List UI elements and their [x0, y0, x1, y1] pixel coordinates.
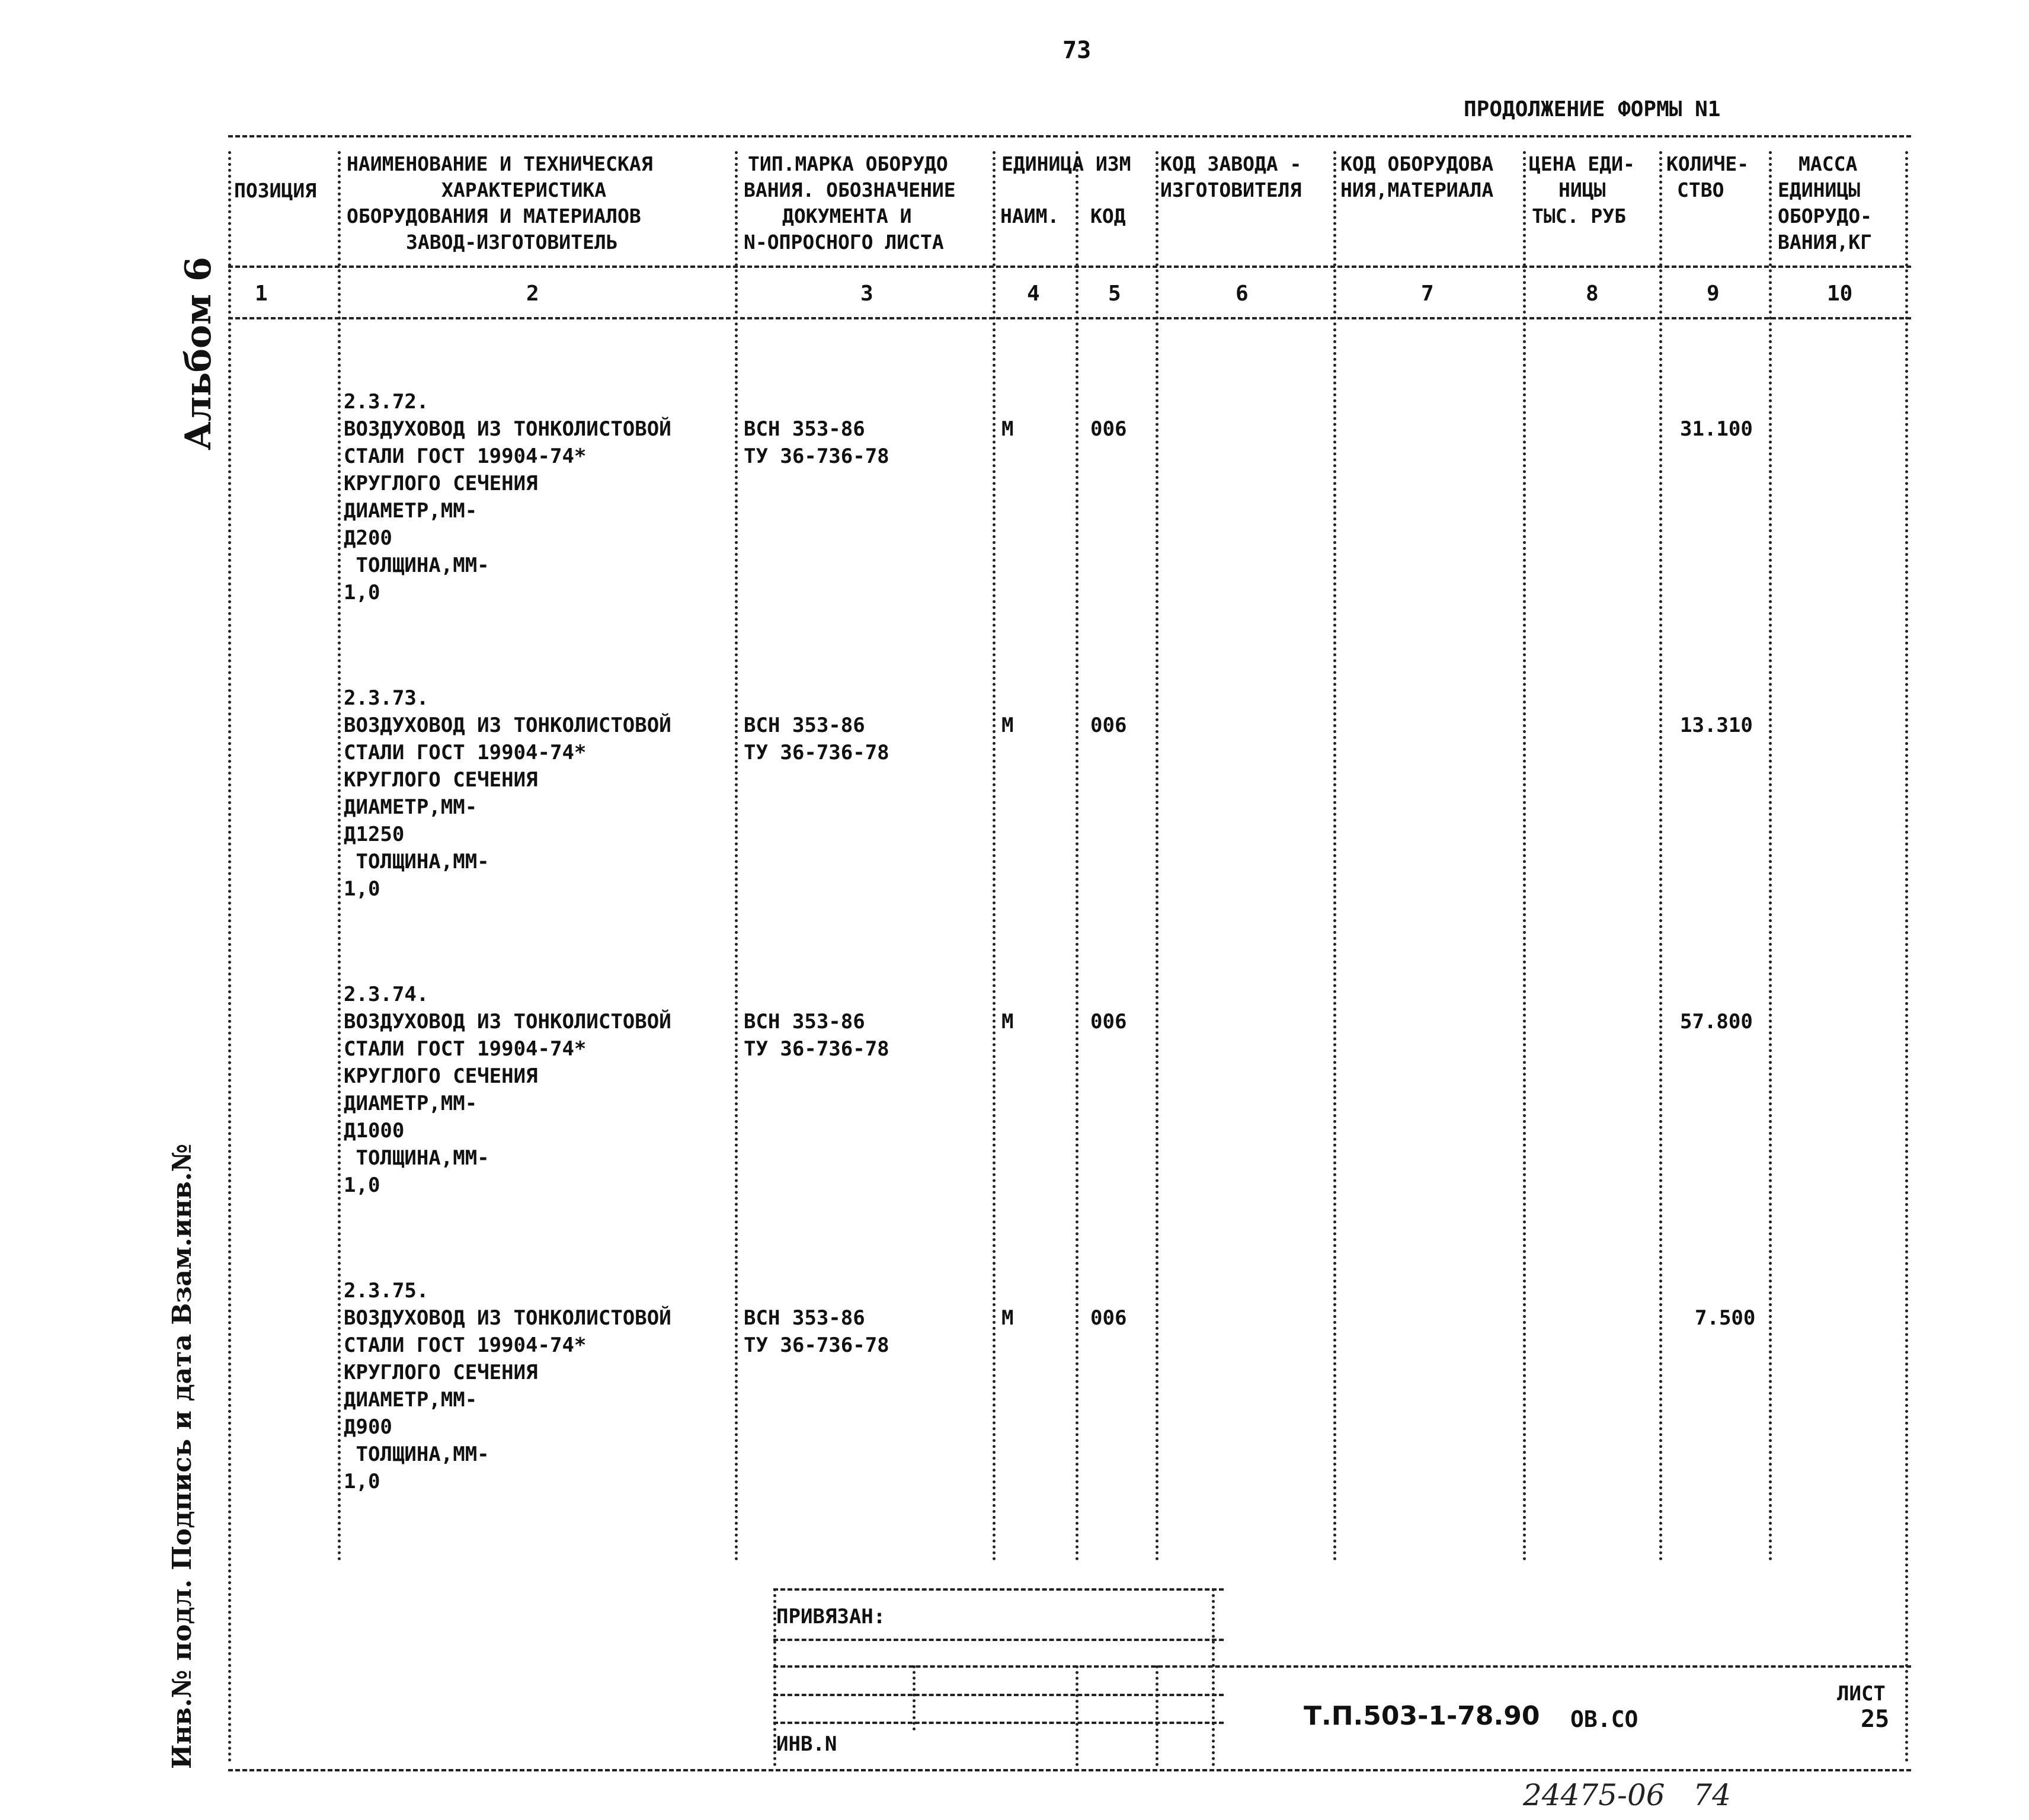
- header-equipment-code: НИЯ,МАТЕРИАЛА: [1340, 178, 1494, 201]
- col-sep: [1523, 151, 1526, 1562]
- header-doc-line: ТИП.МАРКА ОБОРУДО: [748, 152, 948, 175]
- header-name-line: НАИМЕНОВАНИЕ И ТЕХНИЧЕСКАЯ: [347, 152, 653, 175]
- item-unit: М: [1001, 1010, 1014, 1034]
- item-name-line: 1,0: [344, 877, 380, 901]
- column-number: 6: [1236, 282, 1249, 306]
- col-sep: [1659, 151, 1662, 1562]
- item-code: 006: [1090, 1306, 1127, 1330]
- item-code: 006: [1090, 714, 1127, 737]
- column-number: 10: [1827, 282, 1853, 306]
- column-number: 1: [255, 282, 268, 306]
- stamp-line: [773, 1639, 1224, 1641]
- item-name-line: ТОЛЩИНА,ММ-: [344, 850, 489, 874]
- header-qty: СТВО: [1677, 178, 1724, 201]
- item-qty: 7.500: [1695, 1306, 1756, 1330]
- item-name-line: ВОЗДУХОВОД ИЗ ТОНКОЛИСТОВОЙ: [344, 417, 671, 441]
- header-price: ЦЕНА ЕДИ-: [1529, 152, 1635, 175]
- header-position: ПОЗИЦИЯ: [234, 179, 317, 202]
- inv-label: ИНВ.N: [776, 1732, 837, 1756]
- continuation-title: ПРОДОЛЖЕНИЕ ФОРМЫ N1: [1464, 97, 1721, 121]
- stamp-sep: [1212, 1588, 1215, 1766]
- col-sep: [735, 151, 738, 1562]
- item-name-line: ВОЗДУХОВОД ИЗ ТОНКОЛИСТОВОЙ: [344, 714, 671, 737]
- header-unit-name: НАИМ.: [1000, 204, 1060, 228]
- item-doc: ВСН 353-86: [744, 417, 865, 441]
- sheet-number: 25: [1861, 1706, 1890, 1733]
- page-number: 73: [1062, 37, 1092, 64]
- column-number: 4: [1027, 282, 1040, 306]
- column-number: 3: [860, 282, 873, 306]
- item-qty: 57.800: [1680, 1010, 1753, 1034]
- column-number: 2: [526, 282, 539, 306]
- item-doc: ВСН 353-86: [744, 714, 865, 737]
- table-bottom-line: [228, 1769, 1911, 1771]
- item-name-line: 1,0: [344, 1173, 380, 1197]
- column-number: 5: [1108, 282, 1121, 306]
- stamp-sep: [1156, 1665, 1158, 1766]
- stamp-sep: [1076, 1665, 1078, 1766]
- album-label: Альбом 6: [178, 257, 219, 450]
- header-bottom-line: [228, 266, 1911, 268]
- item-doc: ТУ 36-736-78: [744, 741, 889, 765]
- stamp-line: [773, 1665, 1911, 1668]
- col-sep: [1076, 151, 1078, 1562]
- header-unit-code: КОД: [1090, 204, 1126, 228]
- stamp-sep: [913, 1665, 916, 1731]
- item-unit: М: [1001, 417, 1014, 441]
- side-stamp: Инв.№ подл. Подпись и дата Взам.инв.№: [167, 1143, 197, 1769]
- col-sep: [1333, 151, 1336, 1562]
- col-sep: [1156, 151, 1158, 1562]
- sheet-label: ЛИСТ: [1837, 1682, 1886, 1706]
- item-name-line: КРУГЛОГО СЕЧЕНИЯ: [344, 768, 538, 792]
- handwritten-number: 24475-06 74: [1523, 1778, 1731, 1812]
- item-name-line: ВОЗДУХОВОД ИЗ ТОНКОЛИСТОВОЙ: [344, 1306, 671, 1330]
- col-sep: [1905, 151, 1908, 1763]
- bound-label: ПРИВЯЗАН:: [776, 1605, 886, 1629]
- item-name-line: Д1000: [344, 1119, 405, 1143]
- item-name-line: ТОЛЩИНА,ММ-: [344, 1442, 489, 1466]
- header-doc-line: N-ОПРОСНОГО ЛИСТА: [744, 231, 944, 254]
- item-name-line: КРУГЛОГО СЕЧЕНИЯ: [344, 1361, 538, 1384]
- column-number: 9: [1707, 282, 1720, 306]
- col-sep: [228, 151, 231, 1763]
- header-mass: ВАНИЯ,КГ: [1778, 231, 1872, 254]
- item-code: 006: [1090, 1010, 1127, 1034]
- item-name-line: ТОЛЩИНА,ММ-: [344, 1146, 489, 1170]
- header-equipment-code: КОД ОБОРУДОВА: [1340, 152, 1494, 175]
- item-code: 006: [1090, 417, 1127, 441]
- item-name-line: ТОЛЩИНА,ММ-: [344, 554, 489, 577]
- item-position: 2.3.73.: [344, 686, 429, 710]
- col-sep: [993, 151, 996, 1562]
- item-unit: М: [1001, 1306, 1014, 1330]
- item-name-line: Д1250: [344, 823, 405, 846]
- header-name-line: ЗАВОД-ИЗГОТОВИТЕЛЬ: [406, 231, 618, 254]
- header-mass: МАССА: [1798, 152, 1858, 175]
- item-doc: ТУ 36-736-78: [744, 444, 889, 468]
- item-qty: 31.100: [1680, 417, 1753, 441]
- header-name-line: ХАРАКТЕРИСТИКА: [441, 178, 607, 201]
- header-doc-line: ДОКУМЕНТА И: [782, 204, 912, 228]
- item-name-line: Д200: [344, 526, 392, 550]
- colnum-bottom-line: [228, 317, 1911, 319]
- item-name-line: ВОЗДУХОВОД ИЗ ТОНКОЛИСТОВОЙ: [344, 1010, 671, 1034]
- header-mass: ЕДИНИЦЫ: [1778, 178, 1861, 201]
- item-name-line: ДИАМЕТР,ММ-: [344, 499, 478, 523]
- header-factory-code: КОД ЗАВОДА -: [1160, 152, 1302, 175]
- item-position: 2.3.74.: [344, 983, 429, 1006]
- item-doc: ВСН 353-86: [744, 1010, 865, 1034]
- item-name-line: ДИАМЕТР,ММ-: [344, 1388, 478, 1412]
- item-doc: ТУ 36-736-78: [744, 1333, 889, 1357]
- document-code: Т.П.503-1-78.90: [1304, 1701, 1540, 1731]
- table-top-line: [228, 135, 1911, 137]
- item-doc: ВСН 353-86: [744, 1306, 865, 1330]
- item-name-line: 1,0: [344, 1470, 380, 1493]
- item-doc: ТУ 36-736-78: [744, 1037, 889, 1061]
- item-name-line: КРУГЛОГО СЕЧЕНИЯ: [344, 472, 538, 495]
- column-number: 8: [1586, 282, 1599, 306]
- item-name-line: КРУГЛОГО СЕЧЕНИЯ: [344, 1064, 538, 1088]
- header-doc-line: ВАНИЯ. ОБОЗНАЧЕНИЕ: [744, 178, 956, 201]
- item-unit: М: [1001, 714, 1014, 737]
- column-number: 7: [1421, 282, 1434, 306]
- item-name-line: СТАЛИ ГОСТ 19904-74*: [344, 741, 587, 765]
- document-suffix: ОВ.СО: [1570, 1706, 1638, 1732]
- item-name-line: СТАЛИ ГОСТ 19904-74*: [344, 1037, 587, 1061]
- header-factory-code: ИЗГОТОВИТЕЛЯ: [1160, 178, 1302, 201]
- item-position: 2.3.75.: [344, 1279, 429, 1303]
- header-price: НИЦЫ: [1558, 178, 1606, 201]
- item-position: 2.3.72.: [344, 390, 429, 414]
- header-price: ТЫС. РУБ: [1532, 204, 1626, 228]
- header-qty: КОЛИЧЕ-: [1666, 152, 1749, 175]
- col-sep: [1769, 151, 1772, 1562]
- item-name-line: СТАЛИ ГОСТ 19904-74*: [344, 444, 587, 468]
- item-name-line: Д900: [344, 1415, 392, 1439]
- item-name-line: 1,0: [344, 581, 380, 604]
- stamp-line: [773, 1588, 1224, 1591]
- item-qty: 13.310: [1680, 714, 1753, 737]
- header-name-line: ОБОРУДОВАНИЯ И МАТЕРИАЛОВ: [347, 204, 641, 228]
- col-sep: [338, 151, 341, 1562]
- item-name-line: СТАЛИ ГОСТ 19904-74*: [344, 1333, 587, 1357]
- item-name-line: ДИАМЕТР,ММ-: [344, 1092, 478, 1115]
- header-unit: ЕДИНИЦА ИЗМ: [1001, 152, 1131, 175]
- item-name-line: ДИАМЕТР,ММ-: [344, 795, 478, 819]
- header-mass: ОБОРУДО-: [1778, 204, 1872, 228]
